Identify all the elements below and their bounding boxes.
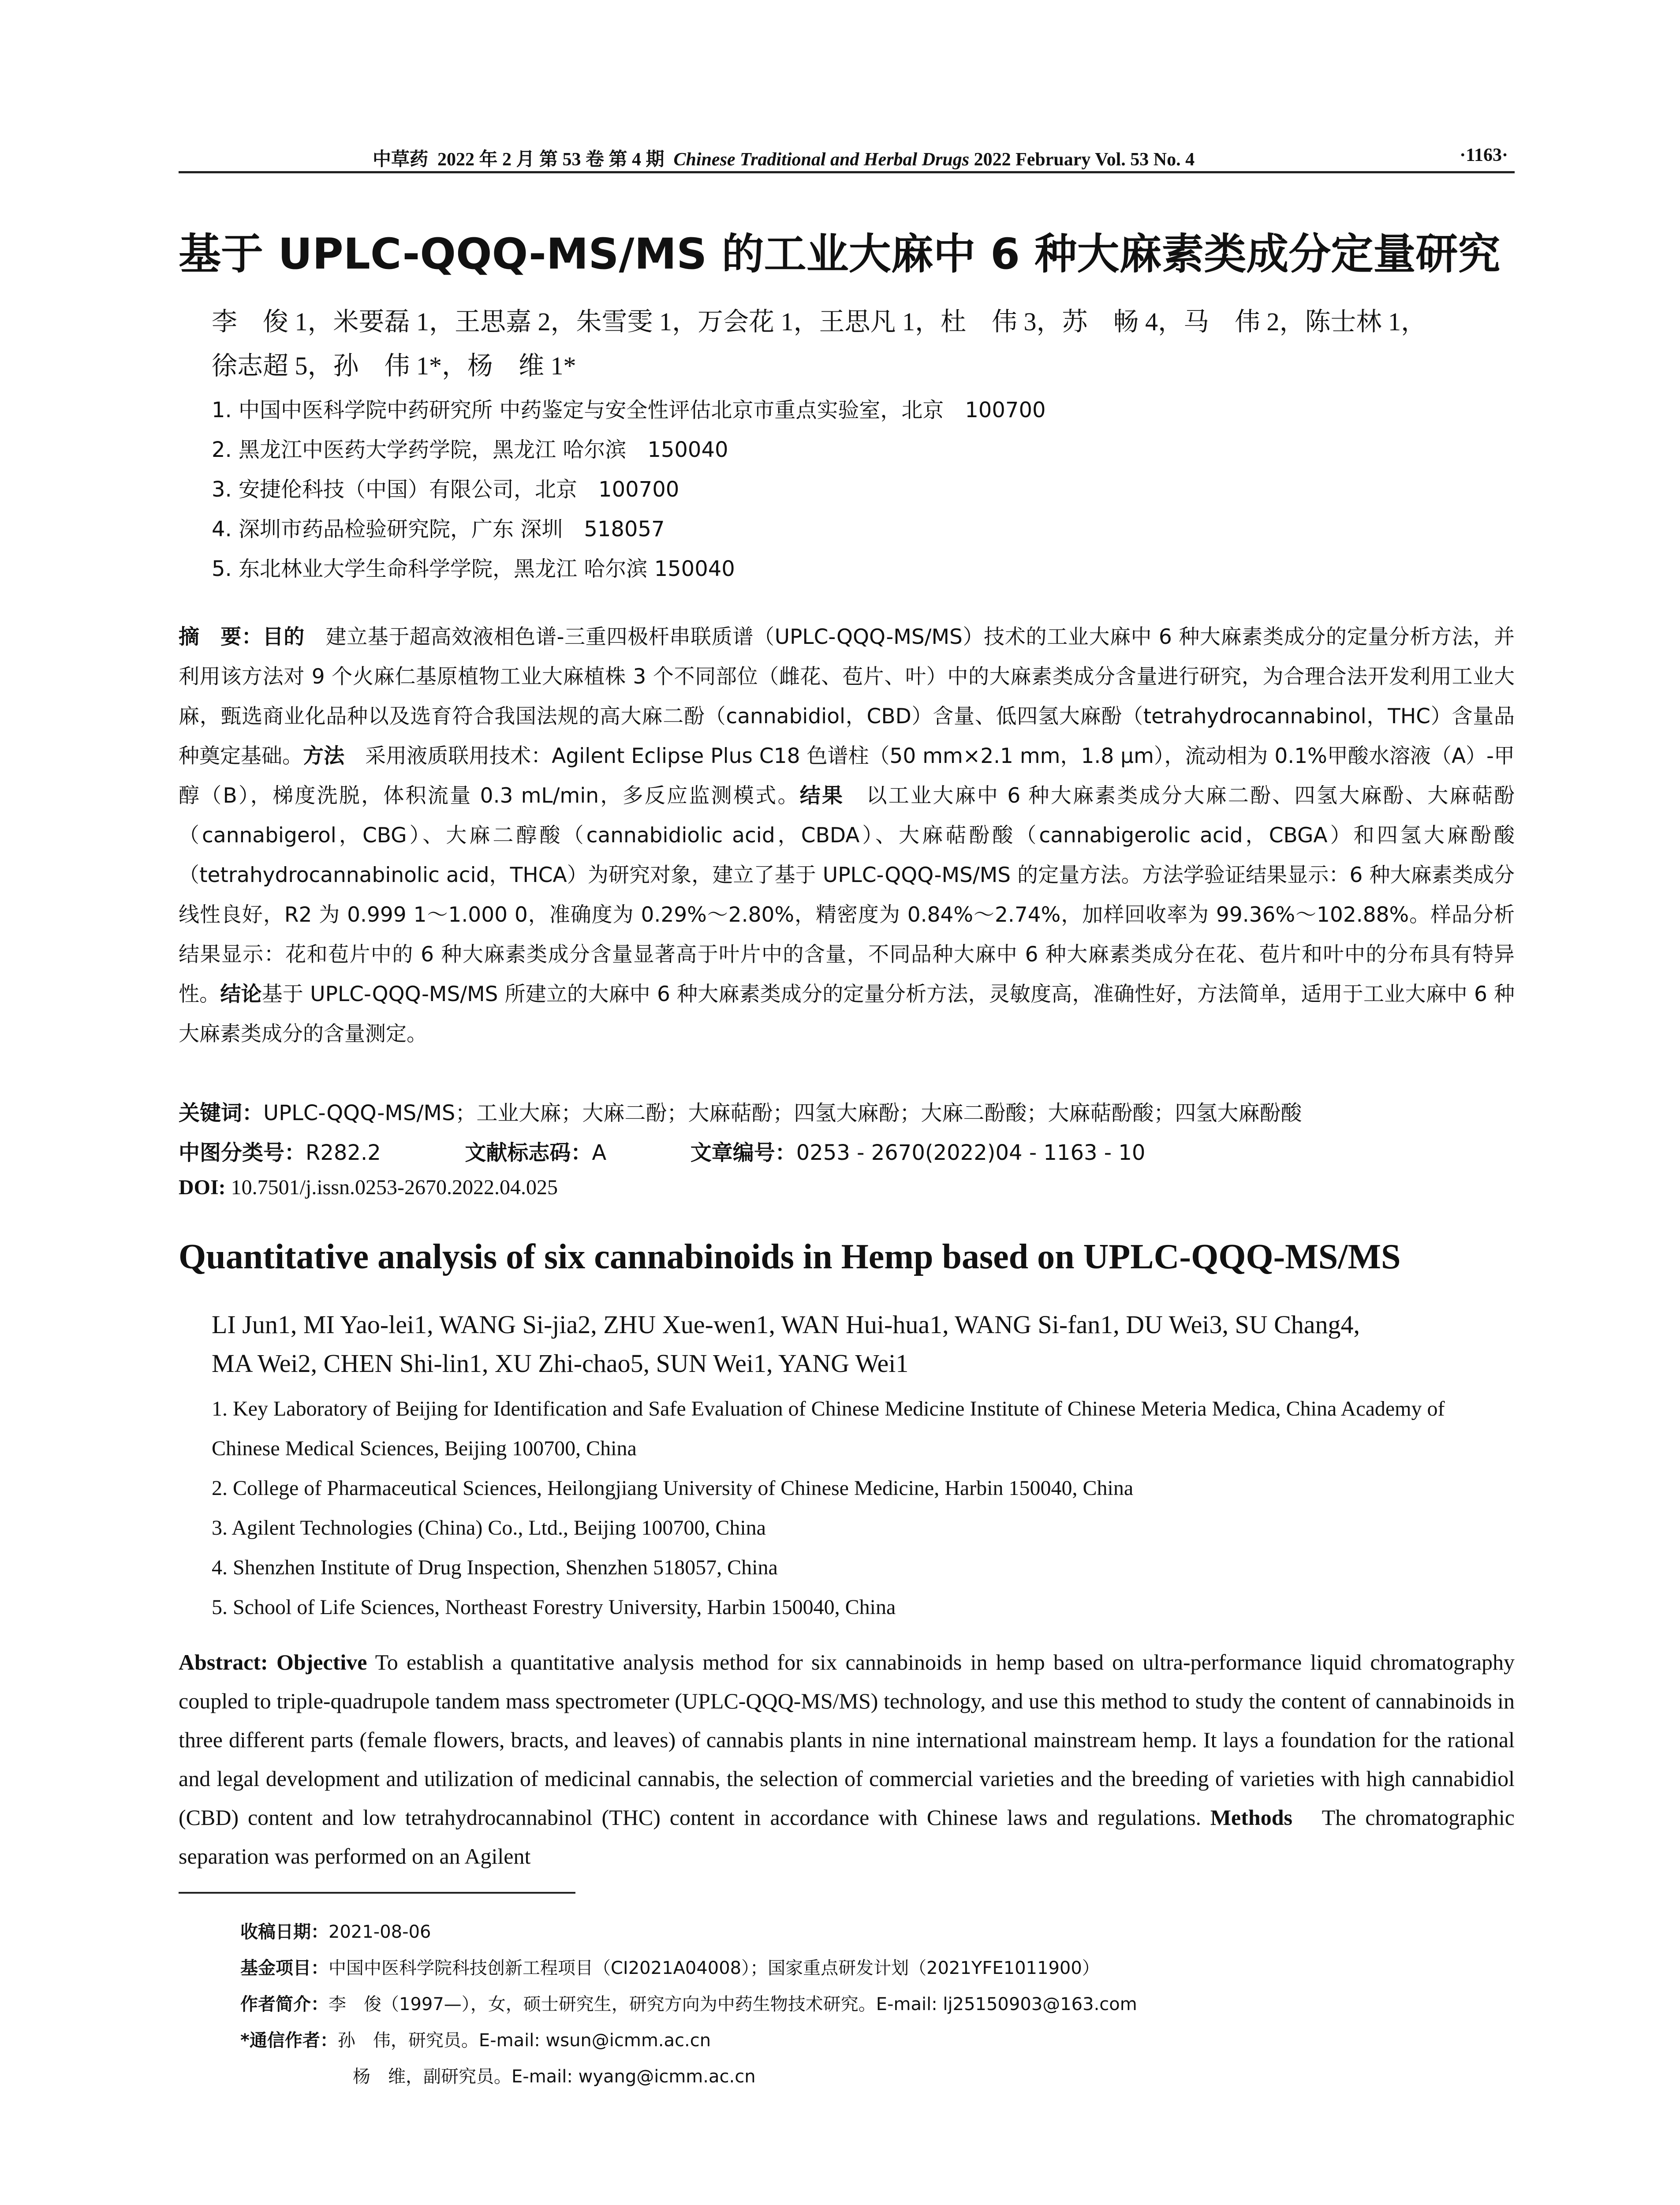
- running-header: [179, 140, 1515, 173]
- authors-en: [212, 1305, 1512, 1383]
- doi-line: [179, 1175, 1515, 1200]
- clc-label: 中图分类号：: [179, 1140, 306, 1165]
- conclusion-cn: 基于 UPLC-QQQ-MS/MS 所建立的大麻中 6 种大麻素类成分的定量分析方法，灵敏度高，准确性好，方法简单，适用于工业大麻中 6 种大麻素类成分的含量测定。: [179, 982, 1515, 1046]
- issue-en: 2022 February Vol. 53 No. 4: [974, 149, 1195, 170]
- page-number: ·1163·: [1460, 145, 1508, 165]
- footnote-corresponding-2: [240, 2059, 1515, 2095]
- methods-label-en: Methods: [1210, 1805, 1292, 1830]
- affiliation-cn: 3. 安捷伦科技（中国）有限公司，北京 100700: [212, 477, 679, 502]
- abstract-cn: [179, 617, 1515, 1054]
- title-cn: 基于 UPLC-QQQ-MS/MS 的工业大麻中 6 种大麻素类成分定量研究: [179, 229, 1501, 279]
- corresponding-author-1: 孙 伟，研究员。E-mail: wsun@icmm.ac.cn: [337, 2030, 711, 2051]
- methods-cn: 采用液质联用技术：Agilent Eclipse Plus C18 色谱柱（50 mm×2.1 mm，1.8 μm），流动相为 0.1%甲酸水溶液（A）-甲醇（B），梯度洗脱，体积流量 0.3 mL/min，多反应监测模式。: [179, 744, 1515, 808]
- author-bio: 李 俊（1997—），女，硕士研究生，研究方向为中药生物技术研究。E-mail: lj25150903@163.com: [329, 1994, 1137, 2014]
- methods-en: The chromatographic separation was performed on an Agilent: [179, 1805, 1515, 1869]
- abstract-en: [179, 1643, 1515, 1876]
- objective-en: To establish a quantitative analysis method for six cannabinoids in hemp based on ultra-performance liquid chromatography coupled to triple-quadrupole tandem mass spectrometer (UPLC-QQQ-MS/MS) technology, and use this method to study the content of cannabinoids in three different parts (female flowers, bracts, and leaves) of cannabis plants in nine international mainstream hemp. It lays a foundation for the rational and legal development and utilization of medicinal cannabis, the selection of commercial varieties and the breeding of varieties with high cannabidiol (CBD) content and low tetrahydrocannabinol (THC) content in accordance with Chinese laws and regulations.: [179, 1650, 1515, 1830]
- affiliation-en: 1. Key Laboratory of Beijing for Identification and Safe Evaluation of Chinese Medicine Institute of Chinese Meteria Medica, China Academy of Chinese Medical Sciences, Beijing 100700, China: [212, 1397, 1445, 1460]
- title-en: Quantitative analysis of six cannabinoids in Hemp based on UPLC-QQQ-MS/MS: [179, 1237, 1401, 1276]
- header-journal-info: [373, 145, 1195, 171]
- article-no-label: 文章编号：: [690, 1140, 796, 1165]
- authors-cn: [212, 300, 1512, 388]
- doc-code-label: 文献标志码：: [465, 1140, 592, 1165]
- objective-label-en: Objective: [276, 1650, 367, 1674]
- affiliations-en: [212, 1389, 1512, 1627]
- received-label: 收稿日期：: [240, 1922, 329, 1942]
- objective-cn: 建立基于超高效液相色谱-三重四极杆串联质谱（UPLC-QQQ-MS/MS）技术的工业大麻中 6 种大麻素类成分的定量分析方法，并利用该方法对 9 个火麻仁基原植物工业大麻植株 3 个不同部位（雌花、苞片、叶）中的大麻素类成分含量进行研究，为合理合法开发利用工业大麻，甄选商业化品种以及选育符合我国法规的高大麻二酚（cannabidiol，CBD）含量、低四氢大麻酚（tetrahydrocannabinol，THC）含量品种奠定基础。: [179, 625, 1515, 768]
- corresponding-label: *通信作者：: [240, 2030, 338, 2051]
- authors-en-line: MA Wei2, CHEN Shi-lin1, XU Zhi-chao5, SUN Wei1, YANG Wei1: [212, 1349, 909, 1378]
- objective-label-cn: 目的: [262, 625, 305, 649]
- conclusion-label-cn: 结论: [220, 982, 262, 1006]
- doc-code-value: A: [592, 1140, 607, 1165]
- affiliation-en: 3. Agilent Technologies (China) Co., Ltd., Beijing 100700, China: [212, 1516, 766, 1540]
- affiliation-en: 4. Shenzhen Institute of Drug Inspection, Shenzhen 518057, China: [212, 1556, 778, 1579]
- footnote-rule: [179, 1892, 575, 1894]
- received-date: 2021-08-06: [329, 1922, 431, 1942]
- fund-text: 中国中医科学院科技创新工程项目（CI2021A04008）；国家重点研发计划（2021YFE1011900）: [329, 1958, 1100, 1978]
- authors-en-line: LI Jun1, MI Yao-lei1, WANG Si-jia2, ZHU Xue-wen1, WAN Hui-hua1, WANG Si-fan1, DU Wei3, SU Chang4,: [212, 1310, 1360, 1339]
- clc-value: R282.2: [306, 1140, 381, 1165]
- issue-cn: 2022 年 2 月 第 53 卷 第 4 期: [437, 149, 665, 170]
- affiliation-cn: 5. 东北林业大学生命科学学院，黑龙江 哈尔滨 150040: [212, 557, 735, 581]
- abstract-cn-label: 摘 要：: [179, 625, 263, 649]
- fund-label: 基金项目：: [240, 1958, 329, 1978]
- methods-label-cn: 方法: [303, 744, 345, 768]
- author-bio-label: 作者简介：: [240, 1994, 329, 2014]
- affiliation-en: 2. College of Pharmaceutical Sciences, Heilongjiang University of Chinese Medicine, Harbin 150040, China: [212, 1476, 1134, 1500]
- authors-cn-line: 李 俊 1，米要磊 1，王思嘉 2，朱雪雯 1，万会花 1，王思凡 1，杜 伟 3，苏 畅 4，马 伟 2，陈士林 1，: [212, 307, 1427, 336]
- doi-label: DOI:: [179, 1176, 226, 1199]
- journal-name-cn: 中草药: [373, 149, 429, 170]
- results-label-cn: 结果: [799, 784, 844, 808]
- affiliations-cn: [212, 390, 1512, 589]
- journal-name-en: Chinese Traditional and Herbal Drugs: [673, 149, 970, 170]
- keywords-cn: [179, 1096, 1515, 1126]
- keywords-text: UPLC-QQQ-MS/MS；工业大麻；大麻二酚；大麻萜酚；四氢大麻酚；大麻二酚酸；大麻萜酚酸；四氢大麻酚酸: [263, 1101, 1302, 1125]
- authors-cn-line: 徐志超 5，孙 伟 1*，杨 维 1*: [212, 351, 576, 380]
- abstract-en-label: Abstract:: [179, 1650, 268, 1674]
- affiliation-cn: 1. 中国中医科学院中药研究所 中药鉴定与安全性评估北京市重点实验室，北京 100700: [212, 398, 1046, 422]
- footnote-fund: [240, 1950, 1515, 1986]
- classification-line: [179, 1136, 1515, 1166]
- footnotes: [240, 1914, 1515, 2095]
- affiliation-cn: 2. 黑龙江中医药大学药学院，黑龙江 哈尔滨 150040: [212, 437, 728, 462]
- footnote-received: [240, 1914, 1515, 1950]
- affiliation-cn: 4. 深圳市药品检验研究院，广东 深圳 518057: [212, 517, 665, 542]
- article-no-value: 0253 - 2670(2022)04 - 1163 - 10: [796, 1140, 1146, 1165]
- keywords-label: 关键词：: [179, 1101, 264, 1125]
- affiliation-en: 5. School of Life Sciences, Northeast Forestry University, Harbin 150040, China: [212, 1596, 896, 1619]
- results-cn: 以工业大麻中 6 种大麻素类成分大麻二酚、四氢大麻酚、大麻萜酚（cannabigerol，CBG）、大麻二醇酸（cannabidiolic acid，CBDA）、大麻萜酚酸（cannabigerolic acid，CBGA）和四氢大麻酚酸（tetrahydrocannabinolic acid，THCA）为研究对象，建立了基于 UPLC-QQQ-MS/MS 的定量方法。方法学验证结果显示：6 种大麻素类成分线性良好，R2 为 0.999 1～1.000 0，准确度为 0.29%～2.80%，精密度为 0.84%～2.74%，加样回收率为 99.36%～102.88%。样品分析结果显示：花和苞片中的 6 种大麻素类成分含量显著高于叶片中的含量，不同品种大麻中 6 种大麻素类成分在花、苞片和叶中的分布具有特异性。: [179, 784, 1515, 1006]
- corresponding-author-2: 杨 维，副研究员。E-mail: wyang@icmm.ac.cn: [353, 2067, 756, 2087]
- footnote-author: [240, 1986, 1515, 2022]
- doi-value: 10.7501/j.issn.0253-2670.2022.04.025: [231, 1176, 558, 1199]
- footnote-corresponding: [240, 2022, 1515, 2059]
